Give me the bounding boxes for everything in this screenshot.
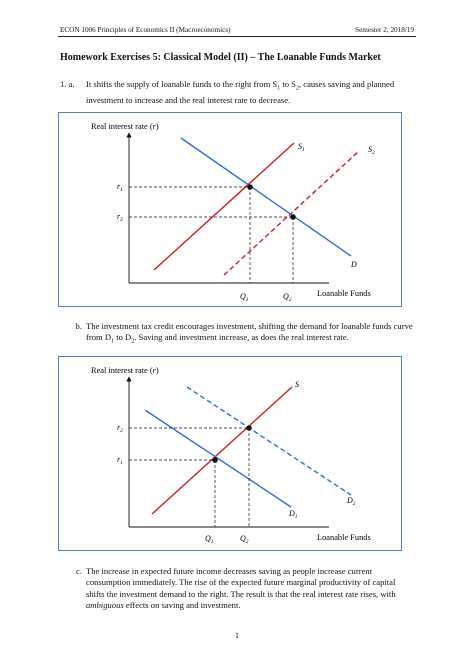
label-q1: $Q_1$	[240, 292, 249, 303]
x-axis-label: Loanable Funds	[317, 533, 371, 542]
x-axis-label: Loanable Funds	[317, 289, 371, 298]
graph-supply-shift	[58, 112, 402, 307]
answer-1a-text: It shifts the supply of loanable funds to the right from $S_1$ to $S_2$, causes saving and planned investment to increase and the real interest rate to decrease.	[86, 79, 395, 106]
answer-1b-text: The investment tax credit encourages investment, shifting the demand for loanable funds curve from $D_1$ to $D_2$. Saving and investment increase, as does the real interest rate.	[86, 321, 413, 346]
label-d1: $D_1$	[289, 509, 298, 520]
page-number: 1	[235, 631, 239, 640]
equilibrium-1	[212, 457, 218, 463]
demand-curve-d1	[145, 410, 291, 507]
label-s2: $S_2$	[368, 145, 375, 156]
supply-curve-s1	[154, 143, 294, 270]
header-course: ECON 1006 Principles of Economics II (Macroeconomics)	[60, 26, 231, 34]
answer-1b	[60, 321, 420, 349]
y-axis-label: Real interest rate (r)	[91, 122, 159, 131]
label-d: D	[351, 260, 357, 269]
label-q2: $Q_2$	[283, 292, 292, 303]
label-r1: $r_1$	[117, 182, 123, 193]
equilibrium-2	[246, 425, 252, 431]
supply-curve-s2	[224, 151, 359, 275]
label-s1: $S_1$	[298, 142, 305, 153]
label-r2: $r_2$	[117, 423, 123, 434]
graph-demand-shift-svg	[59, 357, 403, 552]
answer-1c-label: c.	[76, 566, 82, 576]
answer-1c	[60, 566, 420, 612]
equilibrium-1	[247, 184, 253, 190]
graph-demand-shift	[58, 356, 402, 551]
label-r1: $r_1$	[117, 455, 123, 466]
demand-curve-d2	[187, 387, 351, 495]
label-q2: $Q_2$	[240, 534, 249, 545]
label-q1: $Q_1$	[205, 534, 214, 545]
answer-1a-label: 1. a.	[60, 79, 75, 89]
page-title: Homework Exercises 5: Classical Model (II) – The Loanable Funds Market	[60, 52, 381, 63]
label-r2: $r_2$	[117, 212, 123, 223]
graph-supply-shift-svg	[59, 113, 403, 308]
y-axis-label: Real interest rate (r)	[91, 366, 159, 375]
supply-curve-s	[152, 387, 292, 514]
answer-1c-text: The increase in expected future income decreases saving as people increase current consumption immediately. The rise of the expected future marginal productivity of capital shifts the investment demand to the right. The result is that the real interest rate rises, with ambiguous effects on saving and investment.	[86, 566, 396, 611]
header-semester: Semester 2, 2018/19	[355, 26, 414, 34]
demand-curve-d	[181, 138, 351, 256]
answer-1b-label: b.	[75, 321, 82, 331]
header-rule	[58, 36, 416, 37]
equilibrium-2	[290, 214, 296, 220]
label-s: S	[295, 380, 299, 389]
answer-1a	[60, 79, 420, 107]
label-d2: $D_2$	[347, 496, 356, 507]
